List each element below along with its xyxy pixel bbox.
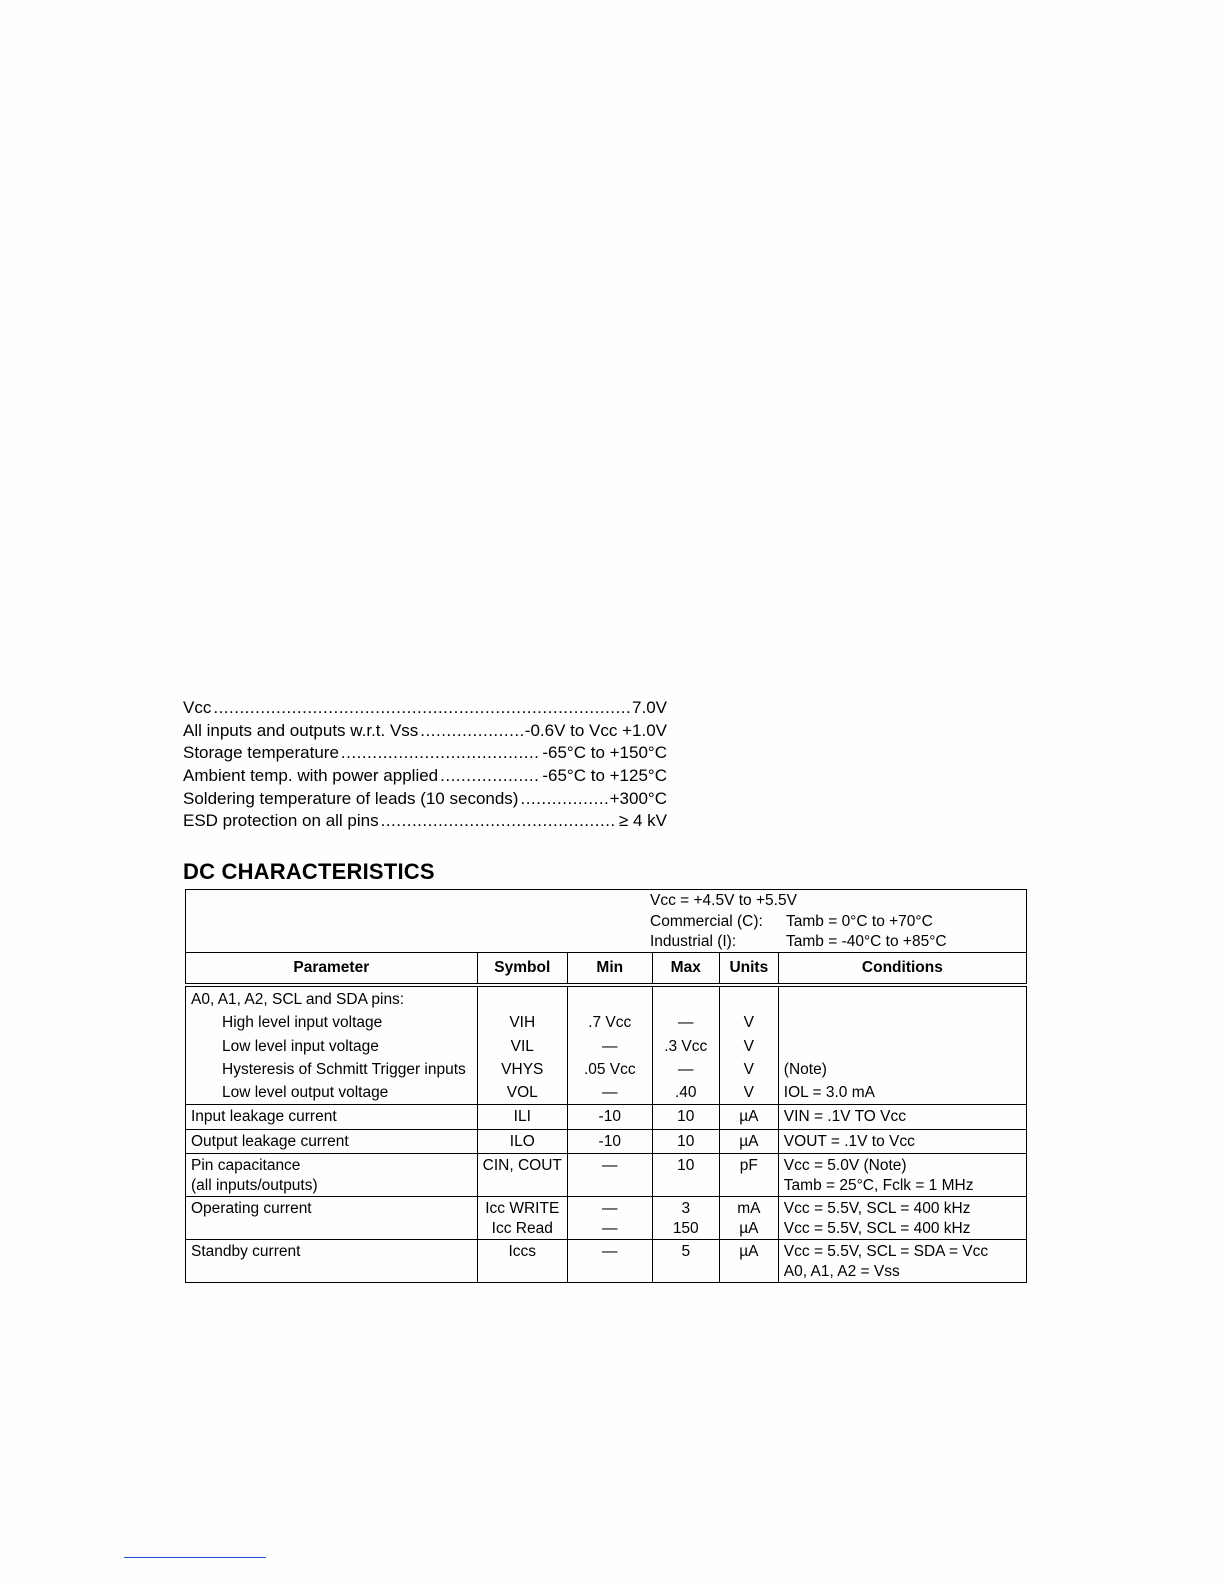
units-cell: µA bbox=[739, 1220, 759, 1238]
min-cell: — bbox=[602, 1157, 618, 1175]
conditions-cell: Vcc = 5.5V, SCL = 400 kHz bbox=[783, 1200, 971, 1218]
header-symbol: Symbol bbox=[477, 953, 567, 986]
footnote-separator bbox=[124, 1557, 266, 1558]
max-cell: 150 bbox=[672, 1220, 699, 1238]
min-cell: — bbox=[602, 1200, 618, 1218]
rating-row bbox=[183, 765, 667, 788]
units-cell: mA bbox=[737, 1200, 761, 1218]
parameter-cell: Operating current bbox=[191, 1200, 312, 1218]
parameter-cell: Input leakage current bbox=[191, 1108, 337, 1126]
conditions-cell bbox=[784, 1011, 1021, 1034]
param-vol: Low level output voltage bbox=[222, 1084, 389, 1102]
max-cell: 10 bbox=[677, 1108, 695, 1126]
header-max: Max bbox=[652, 953, 719, 986]
units-cell: V bbox=[743, 1037, 754, 1055]
industrial-label: Industrial (I): bbox=[650, 933, 737, 950]
min-cell: — bbox=[602, 1037, 618, 1055]
header-min: Min bbox=[567, 953, 652, 986]
rating-value: +300°C bbox=[609, 788, 667, 808]
vcc-range: Vcc = +4.5V to +5.5V bbox=[650, 892, 797, 909]
conditions-cell bbox=[784, 1035, 1021, 1058]
symbol-cell: VHYS bbox=[501, 1060, 544, 1078]
table-row bbox=[186, 1154, 1027, 1197]
min-cell: -10 bbox=[598, 1108, 621, 1126]
min-cell: — bbox=[602, 1220, 618, 1238]
symbol-cell: VIH bbox=[509, 1014, 536, 1032]
symbol-cell: Icc WRITE bbox=[485, 1200, 560, 1218]
param-vhys: Hysteresis of Schmitt Trigger inputs bbox=[222, 1060, 466, 1078]
rating-label: ESD protection on all pins bbox=[183, 811, 379, 831]
parameter-cell: Standby current bbox=[191, 1243, 301, 1261]
leader-dots bbox=[520, 788, 607, 811]
units-cell: µA bbox=[739, 1132, 759, 1150]
conditions-cell: IOL = 3.0 mA bbox=[783, 1084, 875, 1102]
rating-value: 7.0V bbox=[632, 698, 667, 717]
leader-dots bbox=[420, 720, 522, 743]
table-row bbox=[186, 1240, 1027, 1283]
rating-row bbox=[183, 720, 667, 743]
absolute-maximum-ratings bbox=[183, 697, 667, 833]
param-vil: Low level input voltage bbox=[222, 1037, 379, 1055]
units-cell: V bbox=[743, 1084, 754, 1102]
units-cell: V bbox=[743, 1014, 754, 1032]
dc-characteristics-title: DC CHARACTERISTICS bbox=[183, 859, 435, 884]
conditions-cell: Vcc = 5.5V, SCL = SDA = Vcc bbox=[783, 1243, 989, 1261]
rating-value: -0.6V to Vcc +1.0V bbox=[524, 720, 667, 740]
dc-characteristics-table bbox=[185, 889, 1027, 1283]
rating-value: -65°C to +150°C bbox=[542, 743, 667, 763]
header-conditions: Conditions bbox=[778, 953, 1026, 986]
units-cell: pF bbox=[739, 1157, 758, 1175]
min-cell: — bbox=[602, 1243, 618, 1261]
max-cell: 10 bbox=[677, 1157, 695, 1175]
max-cell: .40 bbox=[674, 1084, 697, 1102]
operating-range-header bbox=[186, 890, 1027, 953]
rating-label: Ambient temp. with power applied bbox=[183, 766, 439, 786]
rating-value: -65°C to +125°C bbox=[542, 766, 667, 786]
table-row bbox=[186, 1197, 1027, 1240]
conditions-cell: Vcc = 5.0V (Note) bbox=[783, 1157, 907, 1175]
pins-group-label: A0, A1, A2, SCL and SDA pins: bbox=[191, 991, 405, 1008]
symbol-cell: VOL bbox=[506, 1084, 538, 1102]
rating-label: Soldering temperature of leads (10 seconds) bbox=[183, 788, 519, 808]
table-row bbox=[186, 1129, 1027, 1153]
conditions-cell: (Note) bbox=[783, 1060, 827, 1078]
units-cell: µA bbox=[739, 1243, 759, 1261]
symbol-cell: CIN, COUT bbox=[482, 1157, 562, 1175]
conditions-cell: Tamb = 25°C, Fclk = 1 MHz bbox=[783, 1177, 974, 1195]
rating-row bbox=[183, 742, 667, 765]
leader-dots bbox=[440, 765, 540, 788]
leader-dots bbox=[213, 697, 630, 720]
conditions-cell: VOUT = .1V to Vcc bbox=[783, 1132, 915, 1150]
rating-row bbox=[183, 810, 667, 833]
units-cell: V bbox=[743, 1060, 754, 1078]
symbol-cell: ILI bbox=[513, 1108, 531, 1126]
min-cell: -10 bbox=[598, 1132, 621, 1150]
commercial-label: Commercial (C): bbox=[650, 912, 763, 930]
conditions-cell: A0, A1, A2 = Vss bbox=[783, 1263, 900, 1281]
units-cell: µA bbox=[739, 1108, 759, 1126]
header-parameter: Parameter bbox=[186, 953, 478, 986]
parameter-cell: Output leakage current bbox=[191, 1132, 349, 1150]
rating-row bbox=[183, 788, 667, 811]
param-vih: High level input voltage bbox=[222, 1014, 383, 1032]
max-cell: 3 bbox=[681, 1200, 691, 1218]
leader-dots bbox=[381, 810, 617, 833]
symbol-cell: Iccs bbox=[508, 1243, 537, 1261]
rating-label: All inputs and outputs w.r.t. Vss bbox=[183, 720, 419, 740]
column-headers bbox=[186, 953, 1027, 986]
symbol-cell: VIL bbox=[510, 1037, 534, 1055]
parameter-cell-note: (all inputs/outputs) bbox=[191, 1177, 318, 1195]
conditions-cell: Vcc = 5.5V, SCL = 400 kHz bbox=[783, 1220, 971, 1238]
industrial-temp-range: Tamb = -40°C to +85°C bbox=[786, 933, 947, 950]
rating-label: Storage temperature bbox=[183, 743, 339, 763]
table-row bbox=[186, 1105, 1027, 1129]
symbol-cell: ILO bbox=[509, 1132, 535, 1150]
commercial-temp-range: Tamb = 0°C to +70°C bbox=[786, 912, 933, 930]
max-cell: 5 bbox=[681, 1243, 691, 1261]
rating-value: ≥ 4 kV bbox=[618, 811, 667, 831]
rating-row bbox=[183, 697, 667, 720]
table-row bbox=[186, 985, 1027, 1105]
min-cell: .7 Vcc bbox=[588, 1014, 632, 1032]
min-cell: .05 Vcc bbox=[583, 1060, 636, 1078]
max-cell: 10 bbox=[677, 1132, 695, 1150]
header-units: Units bbox=[719, 953, 778, 986]
conditions-cell: VIN = .1V TO Vcc bbox=[783, 1108, 906, 1126]
max-cell: — bbox=[678, 1014, 694, 1032]
leader-dots bbox=[341, 742, 540, 765]
parameter-cell: Pin capacitance bbox=[191, 1157, 301, 1175]
symbol-cell: Icc Read bbox=[491, 1220, 553, 1238]
min-cell: — bbox=[602, 1084, 618, 1102]
max-cell: — bbox=[678, 1060, 694, 1078]
max-cell: .3 Vcc bbox=[664, 1037, 708, 1055]
rating-label: Vcc bbox=[183, 698, 212, 717]
